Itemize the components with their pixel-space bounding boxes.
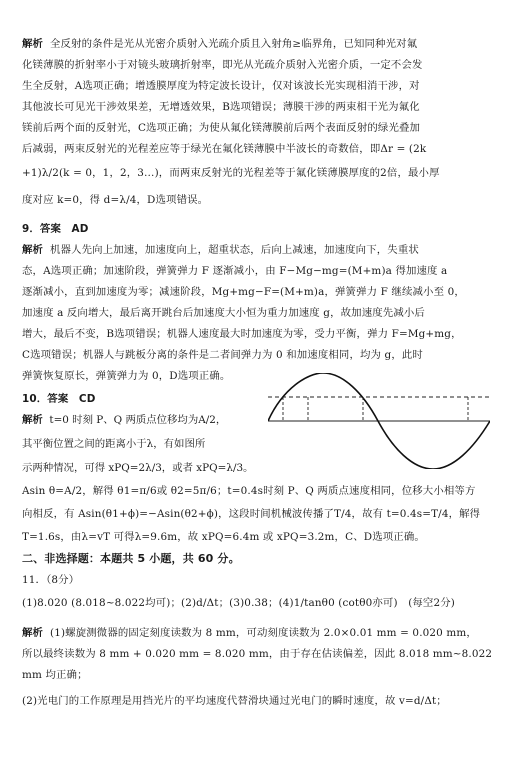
q11-header: 11．（8分） — [22, 574, 80, 586]
q10-analysis-label: 解析 — [22, 414, 43, 426]
q11-analysis-line-1 — [22, 626, 477, 640]
q11-analysis-text: (1)螺旋测微器的固定刻度读数为 8 mm，可动刻度读数为 2.0×0.01 mm = 0.020 mm， — [50, 627, 477, 639]
q8-analysis-line-5: 镁前后两个面的反射光，C选项正确；为使从氟化镁薄膜前后两个表面反射的绿光叠加 — [22, 122, 421, 134]
q11-answer: (1)8.020 (8.018~8.022均可)；(2)d/Δt；(3)0.38；(4)1/tanθ0 (cotθ0亦可) (每空2分) — [22, 597, 455, 609]
q10-side-line-1 — [22, 413, 226, 427]
q9-analysis-line-5: 增大，最后不变，B选项错误；机器人速度最大时加速度为零，受力平衡，弹力 F=Mg+mg， — [22, 328, 462, 340]
q11-analysis-line-2: 所以最终读数为 8 mm + 0.020 mm = 8.020 mm，由于存在估读偏差，因此 8.018 mm~8.022 — [22, 648, 493, 660]
q10-answer: 10．答案 CD — [22, 393, 96, 405]
q8-analysis-line-1 — [22, 37, 417, 51]
q9-analysis-line-1 — [22, 243, 419, 257]
q8-analysis-line-4: 其他波长可见光干涉效果差，无增透效果，B选项错误；薄膜干涉的两束相干光为氟化 — [22, 101, 420, 113]
q10-analysis-line-3: T=1.6s，由λ=vT 可得λ=9.6m，故 xPQ=6.4m 或 xPQ=3.2m，C、D选项正确。 — [22, 531, 425, 543]
q8-analysis-label: 解析 — [22, 38, 44, 50]
q10-analysis-line-2: 向相反，有 Asin(θ1+ϕ)=−Asin(θ2+ϕ)，这段时间机械波传播了T/4，故有 t=0.4s=T/4，解得 — [22, 508, 481, 520]
q9-answer: 9．答案 AD — [22, 223, 89, 235]
q9-analysis-line-7: 弹簧恢复原长，弹簧弹力为 0，D选项正确。 — [22, 370, 231, 382]
q9-analysis-line-6: C选项错误；机器人与跳板分离的条件是二者间弹力为 0 和加速度相同，均为 g，此时 — [22, 349, 423, 361]
q10-analysis-line-1: Asin θ=A/2，解得 θ1=π/6或 θ2=5π/6；t=0.4s时刻 P、Q 两质点速度相同，位移大小相等方 — [22, 485, 476, 497]
q11-analysis-line-4: (2)光电门的工作原理是用挡光片的平均速度代替滑块通过光电门的瞬时速度，故 v=d/Δt； — [22, 695, 447, 707]
q8-analysis-line-8: 度对应 k=0，得 d=λ/4，D选项错误。 — [22, 194, 209, 206]
q9-analysis-line-2: 态，A选项正确；加速阶段，弹簧弹力 F 逐渐减小，由 F−Mg−mg=(M+m)a 得加速度 a — [22, 265, 448, 277]
q8-analysis-line-6: 后减弱，两束反射光的光程差应等于绿光在氟化镁薄膜中半波长的奇数倍，即Δr = (2k — [22, 143, 427, 155]
q9-analysis-text: 机器人先向上加速，加速度向上，超重状态，后向上减速，加速度向下，失重状 — [50, 244, 419, 256]
q9-analysis-line-4: 加速度 a 反向增大，最后离开跳台后加速度大小恒为重力加速度 g，故加速度先减小后 — [22, 307, 425, 319]
q8-analysis-text: 全反射的条件是光从光密介质射入光疏介质且入射角≥临界角，已知同种光对氟 — [50, 38, 418, 50]
q10-side-text-1: t=0 时刻 P、Q 两质点位移均为A/2， — [49, 414, 227, 426]
q8-analysis-line-2: 化镁薄膜的折射率小于对镜头玻璃折射率，即光从光疏介质射入光密介质，一定不会发 — [22, 59, 423, 71]
q11-analysis-line-3: mm 均正确； — [22, 669, 88, 681]
q9-analysis-line-3: 逐渐减小，直到加速度为零；减速阶段，Mg+mg−F=(M+m)a，弹簧弹力 F 继续减小至 0， — [22, 286, 465, 298]
q10-side-line-3: 示两种情况，可得 xPQ=2λ/3，或者 xPQ=λ/3。 — [22, 462, 254, 474]
q8-analysis-line-3: 生全反射，A选项正确；增透膜厚度为特定波长设计，仅对该波长光实现相消干涉，对 — [22, 80, 420, 92]
q9-analysis-label: 解析 — [22, 244, 44, 256]
section-2-title: 二、非选择题：本题共 5 小题，共 60 分。 — [22, 552, 240, 565]
wave-figure — [268, 373, 490, 469]
q10-side-line-2: 其平衡位置之间的距离小于λ，有如图所 — [22, 438, 206, 450]
q11-analysis-label: 解析 — [22, 627, 44, 639]
q8-analysis-line-7: +1)λ/2(k = 0，1，2，3…)，而两束反射光的光程差等于氟化镁薄膜厚度的2倍，最小厚 — [22, 167, 440, 179]
